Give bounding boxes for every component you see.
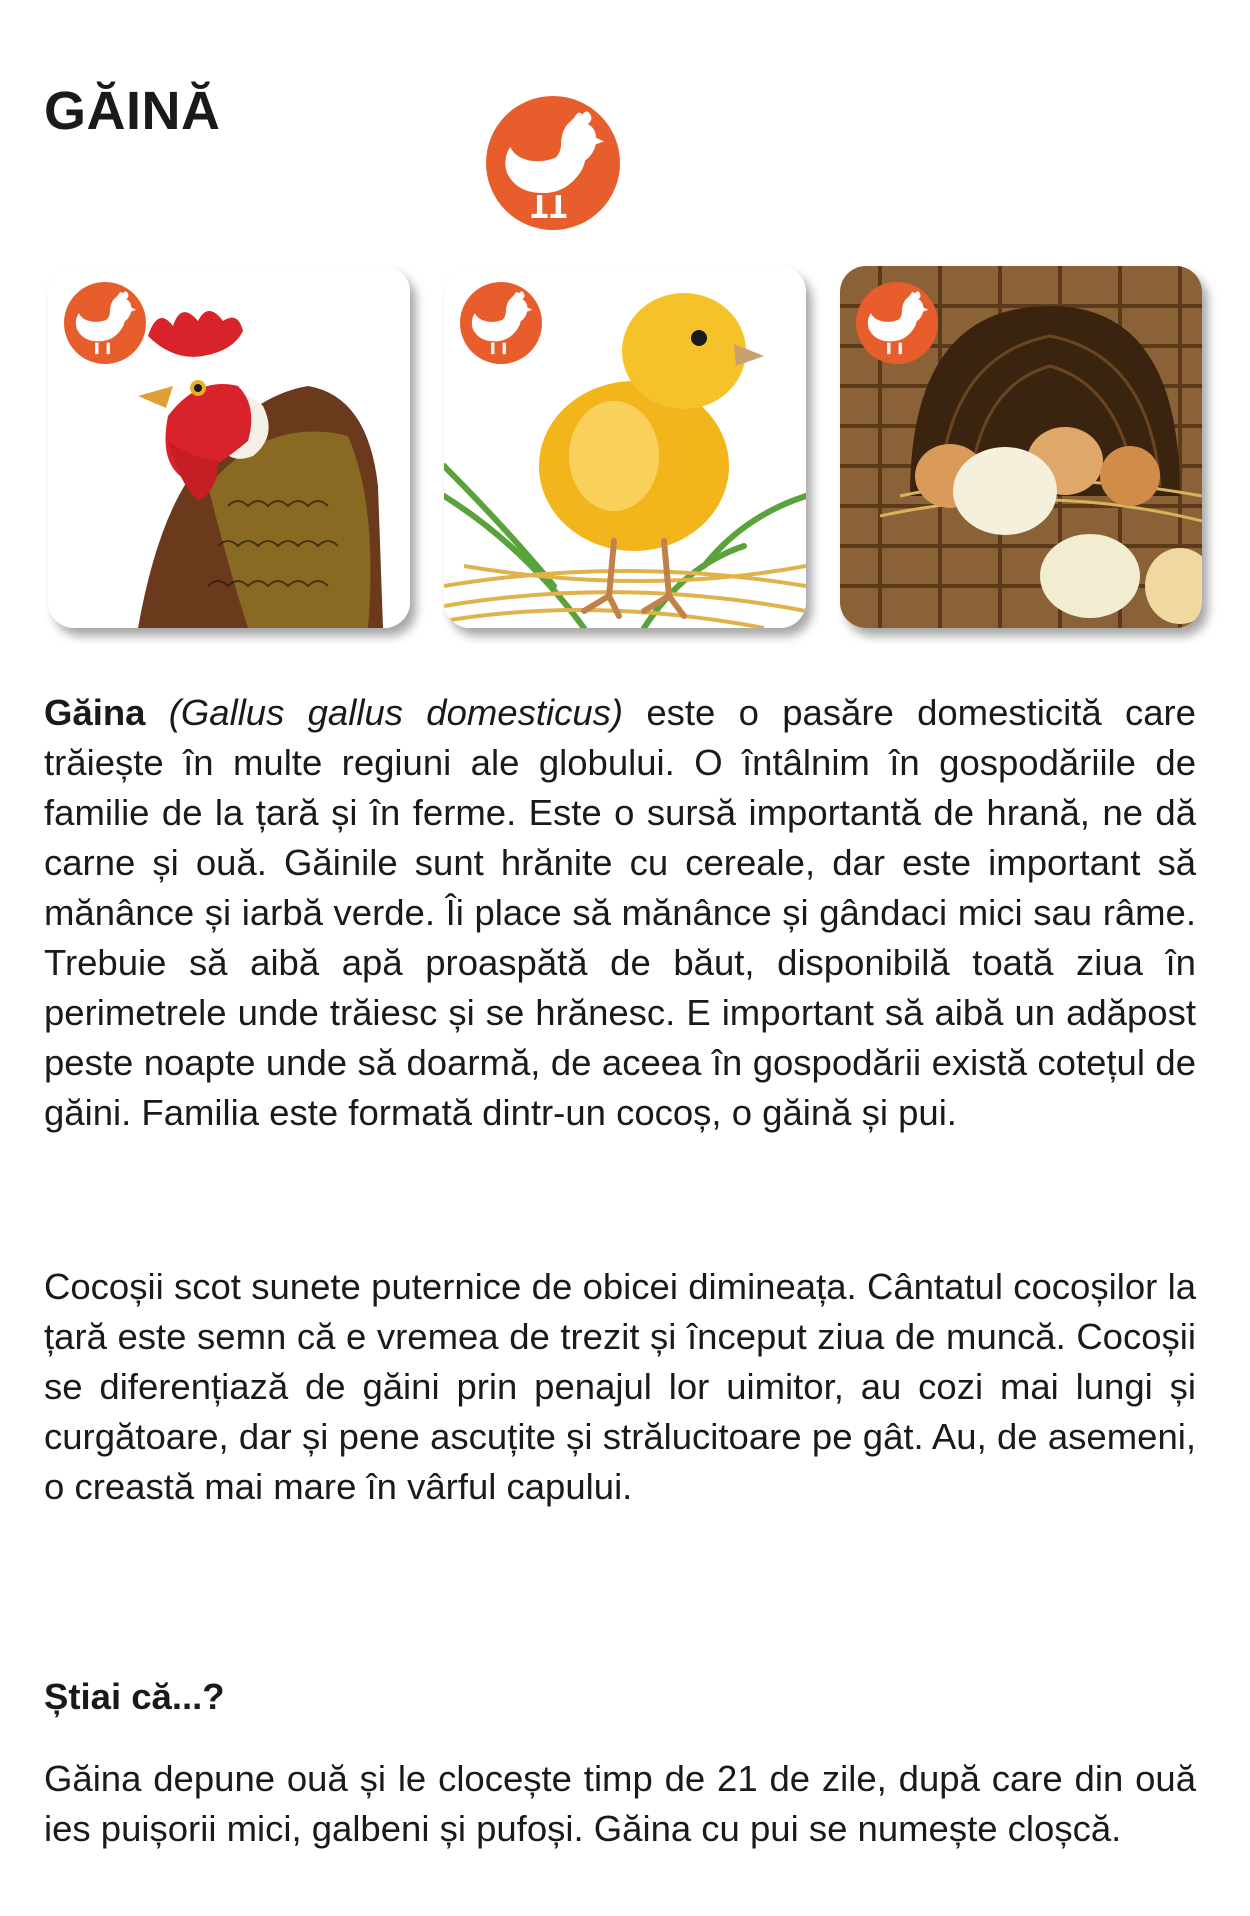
latin-name: (Gallus gallus domesticus) [168,692,624,733]
rooster-card [48,266,410,628]
hen-icon [486,96,620,230]
hen-icon [460,282,542,364]
chick-card [444,266,806,628]
did-you-know-paragraph: Găina depune ouă și le clocește timp de 21 de zile, după care din ouă ies puișorii mici, galbeni și pufoși. Găina cu pui se numește cloșcă. [44,1758,1196,1849]
hen-icon [64,282,146,364]
intro-lead: Găina [44,692,146,733]
rooster-paragraph: Cocoșii scot sunete puternice de obicei dimineața. Cântatul cocoșilor la țară este semn că e vremea de trezit și început ziua de muncă. Cocoșii se diferențiază de găini prin penajul lor uimitor, au cozi mai lungi și curgătoare, dar și pene ascuțite și strălucitoare pe gât. Au, de asemeni, o creastă mai mare în vârful capului. [44,1266,1196,1507]
did-you-know-heading: Știai că...? [44,1676,225,1717]
illustration-cards [48,266,1202,628]
eggs-card [840,266,1202,628]
hen-icon [856,282,938,364]
intro-text: este o pasăre domesticită care trăiește în multe regiuni ale globului. O întâlnim în gospodăriile de familie de la țară și în ferme. Este o sursă importantă de hrană, ne dă carne și ouă. Găinile sunt hrănite cu cereale, dar este important să mănânce și iarbă verde. Îi place să mănânce și gândaci mici sau râme. Trebuie să aibă apă proaspătă de băut, disponibilă toată ziua în perimetrele unde trăiesc și se hrănesc. E important să aibă un adăpost peste noapte unde să doarmă, de aceea în gospodării există cotețul de găini. Familia este formată dintr-un cocoș, o găină și pui. [44,692,1196,1133]
intro-paragraph [44,688,1196,1138]
page-title: GĂINĂ [44,81,221,141]
